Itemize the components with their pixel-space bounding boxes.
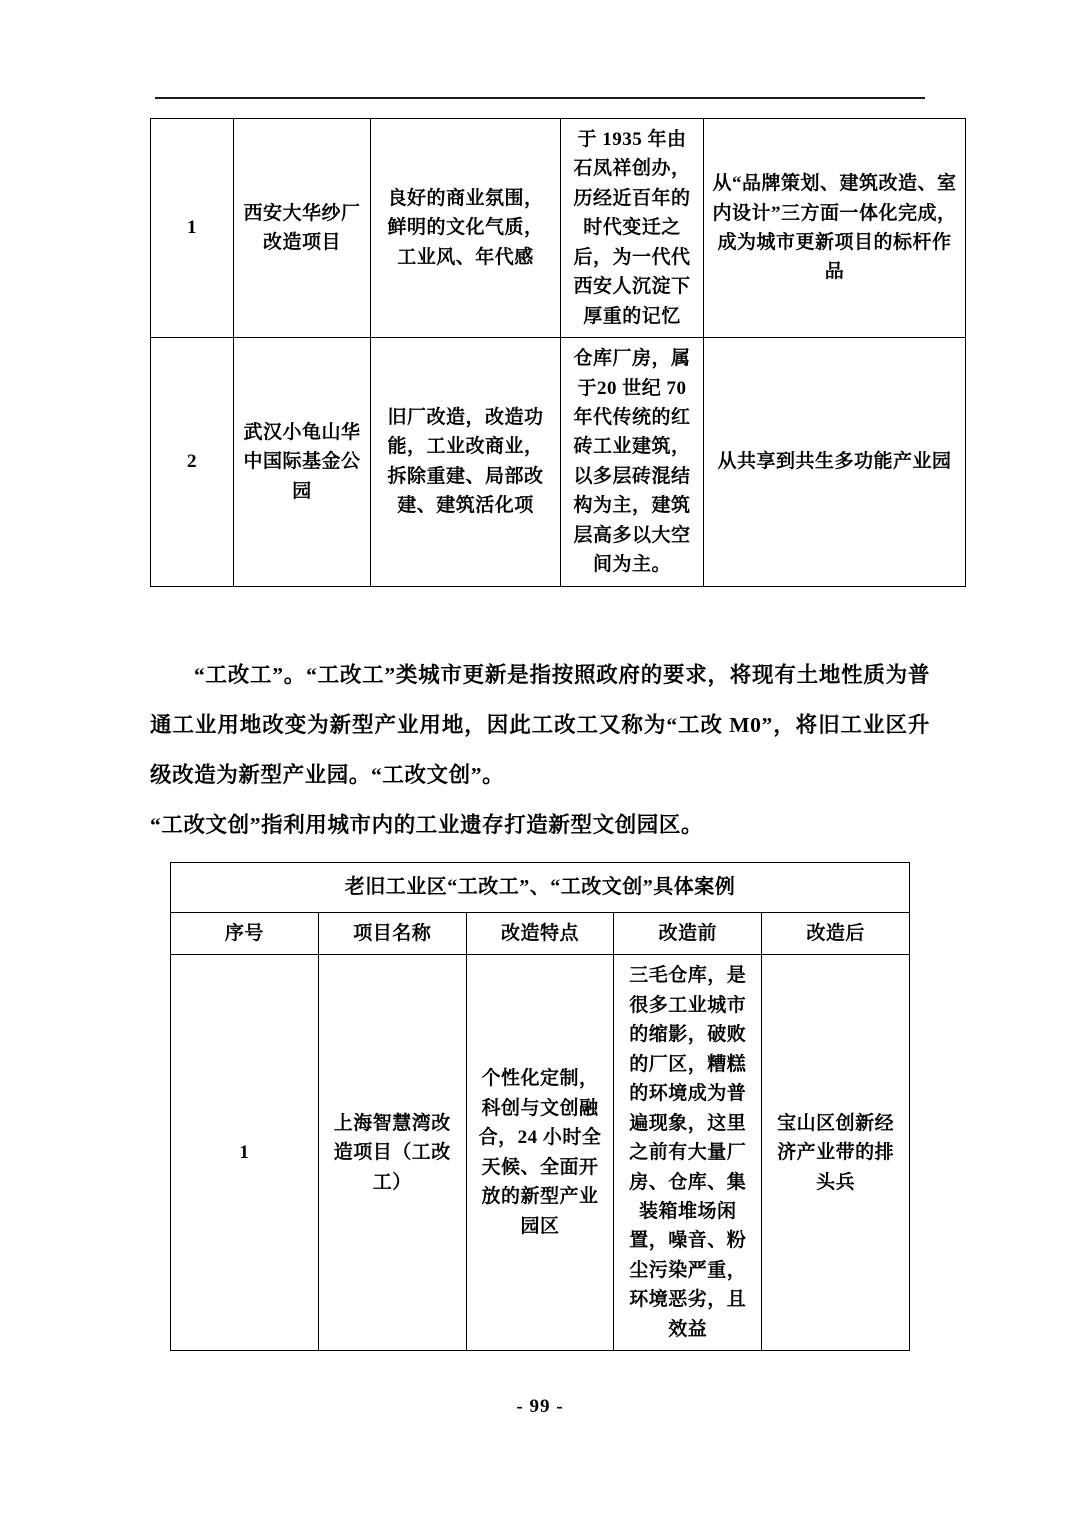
- project-before: 仓库厂房，属于20 世纪 70 年代传统的红砖工业建筑，以多层砖混结构为主，建筑层高多以大空间为主。: [561, 338, 704, 587]
- column-header-after: 改造后: [762, 913, 910, 955]
- project-name: 武汉小龟山华中国际基金公园: [234, 338, 371, 587]
- case-table-continued: [150, 118, 957, 587]
- table-row: [151, 119, 966, 338]
- table-row: [171, 955, 910, 1351]
- industrial-case-table: [150, 862, 930, 1351]
- table-row: [151, 338, 966, 587]
- project-after: 从“品牌策划、建筑改造、室内设计”三方面一体化完成，成为城市更新项目的标杆作品: [704, 119, 966, 338]
- project-before: 三毛仓库，是很多工业城市的缩影，破败的厂区，糟糕的环境成为普遍现象，这里之前有大量厂房、仓库、集装箱堆场闲置，噪音、粉尘污染严重，环境恶劣，且效益: [614, 955, 762, 1351]
- table-title-row: [171, 863, 910, 913]
- project-after: 宝山区创新经济产业带的排头兵: [762, 955, 910, 1351]
- project-name: 上海智慧湾改造项目（工改工）: [318, 955, 466, 1351]
- project-features: 个性化定制，科创与文创融合，24 小时全天候、全面开放的新型产业园区: [466, 955, 614, 1351]
- paragraph-2: “工改文创”指利用城市内的工业遗存打造新型文创园区。: [150, 813, 704, 837]
- row-number: 1: [171, 955, 319, 1351]
- row-number: 2: [151, 338, 234, 587]
- project-features: 良好的商业氛围，鲜明的文化气质，工业风、年代感: [371, 119, 561, 338]
- project-name: 西安大华纱厂改造项目: [234, 119, 371, 338]
- column-header-project: 项目名称: [318, 913, 466, 955]
- paragraph-1: “工改工”。“工改工”类城市更新是指按照政府的要求，将现有土地性质为普通工业用地改变为新型产业用地，因此工改工又称为“工改 M0”，将旧工业区升级改造为新型产业园。“工改文创”。: [150, 663, 930, 787]
- project-before: 于 1935 年由石凤祥创办，历经近百年的时代变迁之后，为一代代西安人沉淀下厚重的记忆: [561, 119, 704, 338]
- table-header-row: [171, 913, 910, 955]
- body-text-block: [150, 650, 930, 850]
- page-number: - 99 -: [516, 1396, 564, 1417]
- column-header-before: 改造前: [614, 913, 762, 955]
- row-number: 1: [151, 119, 234, 338]
- column-header-num: 序号: [171, 913, 319, 955]
- project-features: 旧厂改造，改造功能，工业改商业，拆除重建、局部改建、建筑活化项: [371, 338, 561, 587]
- project-after: 从共享到共生多功能产业园: [704, 338, 966, 587]
- table-title: 老旧工业区“工改工”、“工改文创”具体案例: [171, 863, 910, 913]
- column-header-features: 改造特点: [466, 913, 614, 955]
- header-rule: [155, 97, 925, 99]
